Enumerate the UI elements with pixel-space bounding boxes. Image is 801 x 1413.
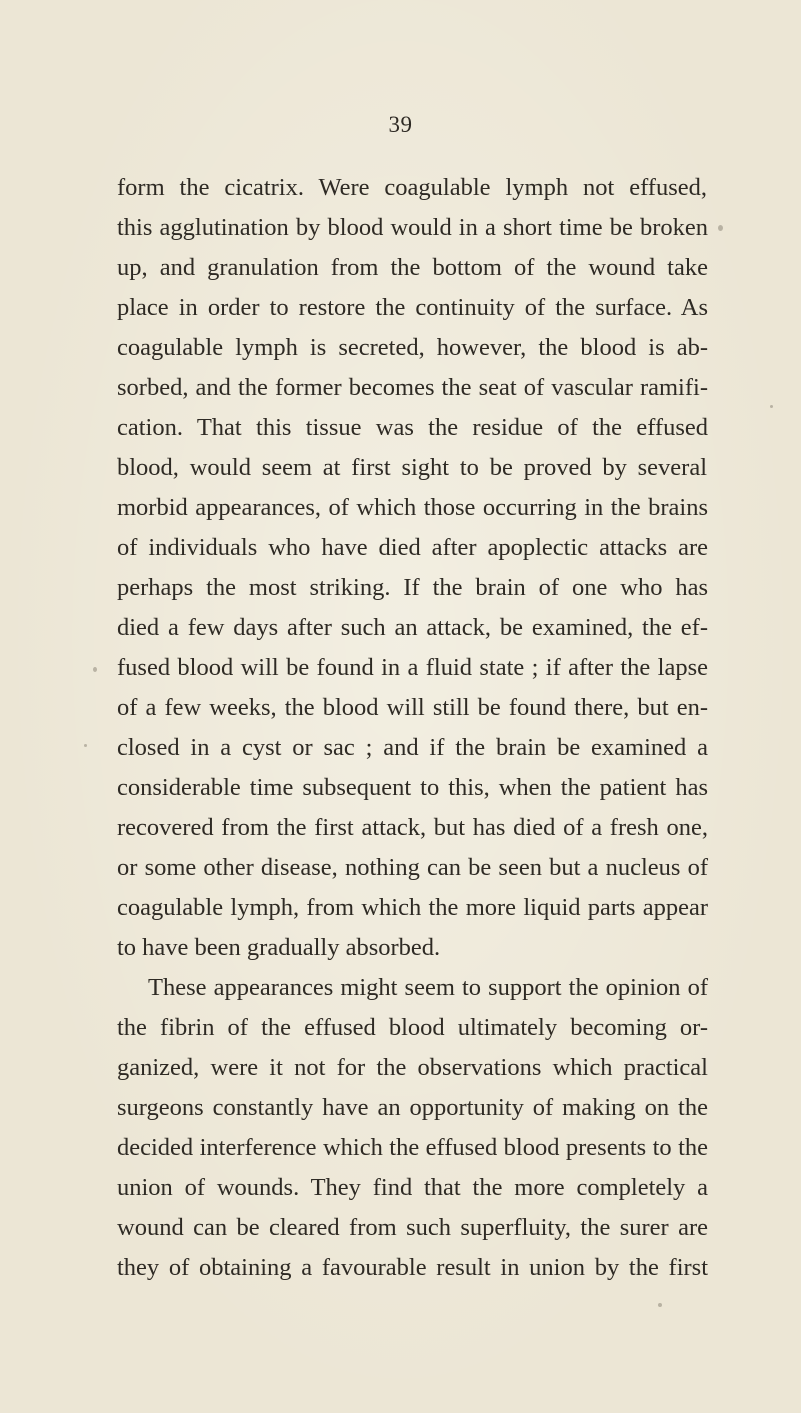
text-line: coagulable lymph is secreted, however, the blood is ab- bbox=[117, 334, 708, 361]
paper-speck bbox=[770, 405, 773, 408]
text-line: this agglutination by blood would in a short time be broken bbox=[117, 214, 708, 241]
text-line: the fibrin of the effused blood ultimately becoming or- bbox=[117, 1014, 708, 1041]
text-line: ganized, were it not for the observations which practical bbox=[117, 1054, 708, 1081]
page-number: 39 bbox=[388, 112, 413, 137]
text-line: cation. That this tissue was the residue of the effused bbox=[117, 414, 708, 441]
text-line: blood, would seem at first sight to be proved by several bbox=[117, 454, 707, 481]
text-line: surgeons constantly have an opportunity of making on the bbox=[117, 1094, 708, 1121]
text-line: died a few days after such an attack, be examined, the ef- bbox=[117, 614, 708, 641]
text-line: of a few weeks, the blood will still be found there, but en- bbox=[117, 694, 708, 721]
text-line: fused blood will be found in a fluid state ; if after the lapse bbox=[117, 654, 708, 681]
text-line: sorbed, and the former becomes the seat of vascular ramifi- bbox=[117, 374, 708, 401]
text-line: to have been gradually absorbed. bbox=[117, 934, 441, 961]
paper-speck bbox=[93, 667, 97, 672]
text-line: up, and granulation from the bottom of the wound take bbox=[117, 254, 708, 281]
paper-speck bbox=[84, 744, 87, 747]
text-line: These appearances might seem to support the opinion of bbox=[148, 974, 708, 1001]
paper-speck bbox=[718, 225, 723, 231]
text-line: they of obtaining a favourable result in union by the first bbox=[117, 1254, 708, 1281]
text-line: closed in a cyst or sac ; and if the brain be examined a bbox=[117, 734, 708, 761]
text-line: recovered from the first attack, but has died of a fresh one, bbox=[117, 814, 708, 841]
text-line: decided interference which the effused blood presents to the bbox=[117, 1134, 708, 1161]
text-line: coagulable lymph, from which the more liquid parts appear bbox=[117, 894, 708, 921]
text-line: or some other disease, nothing can be seen but a nucleus of bbox=[117, 854, 708, 881]
text-line: form the cicatrix. Were coagulable lymph not effused, bbox=[117, 174, 707, 201]
text-line: morbid appearances, of which those occurring in the brains bbox=[117, 494, 708, 521]
paper-speck bbox=[658, 1303, 662, 1307]
text-line: wound can be cleared from such superfluity, the surer are bbox=[117, 1214, 708, 1241]
text-line: of individuals who have died after apoplectic attacks are bbox=[117, 534, 708, 561]
text-line: place in order to restore the continuity of the surface. As bbox=[117, 294, 708, 321]
text-line: perhaps the most striking. If the brain of one who has bbox=[117, 574, 708, 601]
text-line: union of wounds. They find that the more completely a bbox=[117, 1174, 708, 1201]
text-line: considerable time subsequent to this, when the patient has bbox=[117, 774, 708, 801]
